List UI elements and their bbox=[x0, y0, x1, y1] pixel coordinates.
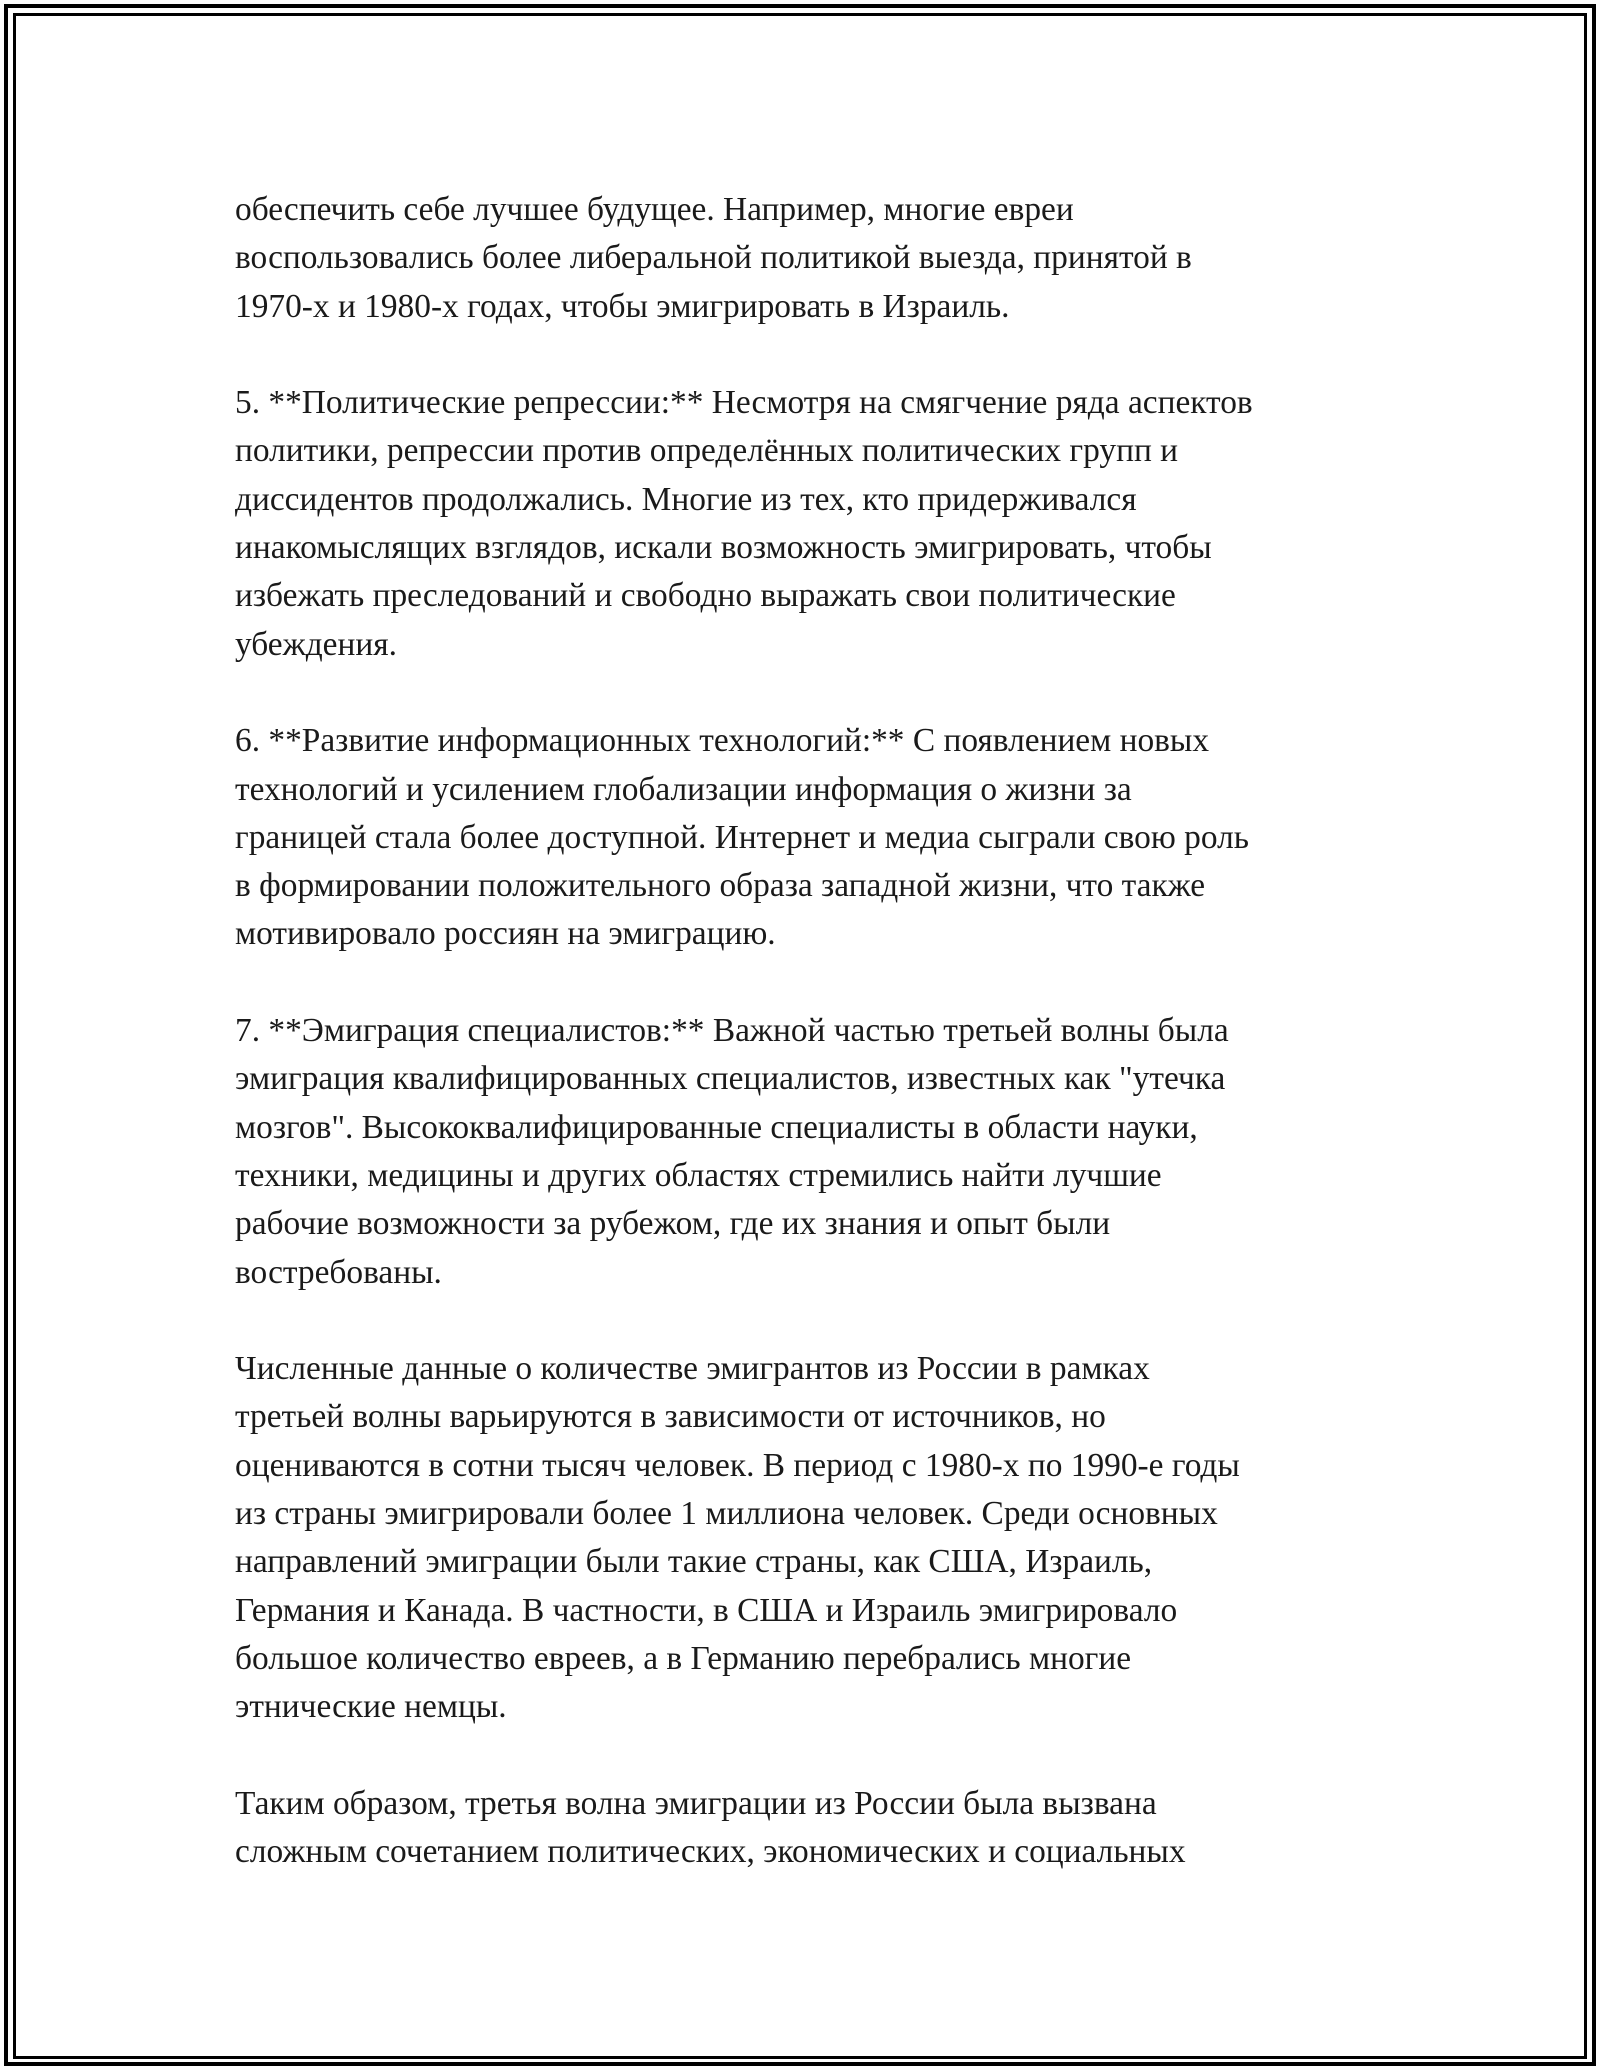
text-line: 6. **Развитие информационных технологий:** С появлением новых bbox=[235, 722, 1210, 760]
text-line: обеспечить себе лучшее будущее. Например, многие евреи bbox=[235, 191, 1074, 228]
text-line: направлений эмиграции были такие страны, как США, Израиль, bbox=[235, 1543, 1153, 1581]
paragraph-political-repression bbox=[235, 379, 1375, 669]
text-line: большое количество евреев, а в Германию перебрались многие bbox=[235, 1639, 1132, 1677]
paragraph-conclusion bbox=[235, 1780, 1375, 1877]
paragraph-specialist-emigration bbox=[235, 1007, 1375, 1297]
text-line: мозгов". Высококвалифицированные специалисты в области науки, bbox=[235, 1108, 1198, 1146]
text-line: эмиграция квалифицированных специалистов, известных как "утечка bbox=[235, 1060, 1226, 1098]
text-line: диссидентов продолжались. Многие из тех, кто придерживался bbox=[235, 480, 1137, 518]
text-line: избежать преследований и свободно выражать свои политические bbox=[235, 577, 1176, 615]
paragraph-intro-continuation bbox=[235, 186, 1375, 331]
text-line: убеждения. bbox=[235, 625, 397, 663]
text-line: из страны эмигрировали более 1 миллиона человек. Среди основных bbox=[235, 1495, 1218, 1533]
text-line: инакомыслящих взглядов, искали возможность эмигрировать, чтобы bbox=[235, 529, 1212, 567]
text-line: рабочие возможности за рубежом, где их знания и опыт были bbox=[235, 1205, 1111, 1243]
text-line: 7. **Эмиграция специалистов:** Важной частью третьей волны была bbox=[235, 1012, 1229, 1050]
text-line: технологий и усилением глобализации информация о жизни за bbox=[235, 770, 1132, 808]
text-line: 1970-х и 1980-х годах, чтобы эмигрировать в Израиль. bbox=[235, 287, 1010, 325]
text-line: оцениваются в сотни тысяч человек. В период с 1980-х по 1990-е годы bbox=[235, 1446, 1240, 1484]
text-line: востребованы. bbox=[235, 1253, 442, 1291]
text-line: в формировании положительного образа западной жизни, что также bbox=[235, 867, 1206, 905]
text-line: сложным сочетанием политических, экономических и социальных bbox=[235, 1833, 1186, 1871]
text-line: техники, медицины и других областях стремились найти лучшие bbox=[235, 1156, 1162, 1194]
text-line: Численные данные о количестве эмигрантов из России в рамках bbox=[235, 1350, 1150, 1388]
text-line: границей стала более доступной. Интернет и медиа сыграли свою роль bbox=[235, 818, 1249, 856]
document-body bbox=[235, 186, 1375, 1925]
text-line: Германия и Канада. В частности, в США и Израиль эмигрировало bbox=[235, 1591, 1178, 1629]
text-line: политики, репрессии против определённых политических групп и bbox=[235, 432, 1179, 470]
text-line: третьей волны варьируются в зависимости от источников, но bbox=[235, 1398, 1106, 1436]
paragraph-emigration-statistics bbox=[235, 1345, 1375, 1731]
text-line: воспользовались более либеральной политикой выезда, принятой в bbox=[235, 239, 1192, 277]
text-line: мотивировало россиян на эмиграцию. bbox=[235, 915, 776, 953]
text-line: этнические немцы. bbox=[235, 1688, 507, 1726]
paragraph-information-technologies bbox=[235, 717, 1375, 958]
text-line: 5. **Политические репрессии:** Несмотря на смягчение ряда аспектов bbox=[235, 384, 1253, 422]
text-line: Таким образом, третья волна эмиграции из России была вызвана bbox=[235, 1784, 1157, 1822]
